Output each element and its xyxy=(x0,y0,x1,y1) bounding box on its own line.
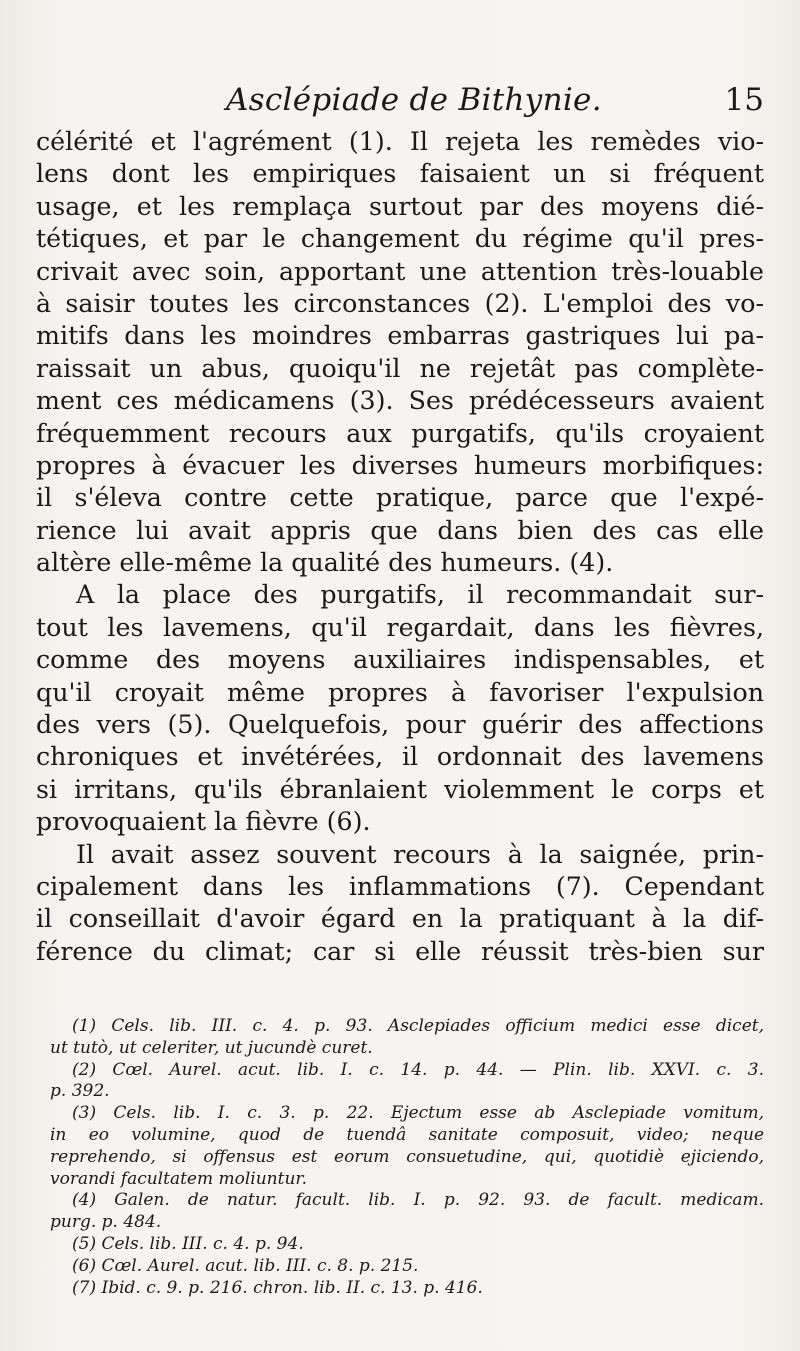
text-line: usage, et les remplaça surtout par des moyens dié- xyxy=(36,191,764,221)
text-line: comme des moyens auxiliaires indispensables, et xyxy=(36,645,764,675)
footnote-line: purg. p. 484. xyxy=(50,1212,162,1233)
footnote-line: (1) Cels. lib. III. c. 4. p. 93. Asclepiades officium medici esse dicet, xyxy=(72,1016,764,1036)
page-header xyxy=(36,82,764,122)
footnotes xyxy=(50,1016,764,1299)
footnote-line: (3) Cels. lib. I. c. 3. p. 22. Ejectum esse ab Asclepiade vomitum, xyxy=(72,1103,764,1124)
footnote-line: (7) Ibid. c. 9. p. 216. chron. lib. II. c. 13. p. 416. xyxy=(72,1277,483,1298)
footnote-line: in eo volumine, quod de tuendâ sanitate composuit, video; neque xyxy=(50,1124,764,1145)
text-line: lens dont les empiriques faisaient un si fréquent xyxy=(36,159,764,189)
footnote-line: (5) Cels. lib. III. c. 4. p. 94. xyxy=(72,1233,304,1254)
text-line: Il avait assez souvent recours à la saignée, prin- xyxy=(76,839,764,869)
text-line: mitifs dans les moindres embarras gastriques lui pa- xyxy=(36,321,764,351)
text-line: des vers (5). Quelquefois, pour guérir des affections xyxy=(36,710,764,740)
text-line: tout les lavemens, qu'il regardait, dans les fièvres, xyxy=(36,612,764,642)
text-line: si irritans, qu'ils ébranlaient violemment le corps et xyxy=(36,774,764,804)
text-line: fréquemment recours aux purgatifs, qu'ils croyaient xyxy=(36,418,764,448)
footnote-line: reprehendo, si offensus est eorum consuetudine, qui, quotidiè ejiciendo, xyxy=(50,1146,764,1167)
footnote-line: vorandi facultatem moliuntur. xyxy=(50,1168,308,1189)
text-line: crivait avec soin, apportant une attention très-louable xyxy=(36,256,764,286)
text-line: rience lui avait appris que dans bien des cas elle xyxy=(36,515,764,545)
text-line: cipalement dans les inflammations (7). Cependant xyxy=(36,871,764,901)
text-line: tétiques, et par le changement du régime qu'il pres- xyxy=(36,224,764,254)
footnote-line: (2) Cœl. Aurel. acut. lib. I. c. 14. p. 44. — Plin. lib. XXVI. c. 3. xyxy=(72,1059,764,1080)
text-line: raissait un abus, quoiqu'il ne rejetât pas complète- xyxy=(36,353,764,383)
footnote-line: (4) Galen. de natur. facult. lib. I. p. 92. 93. de facult. medicam. xyxy=(72,1190,764,1211)
text-line: ment ces médicamens (3). Ses prédécesseurs avaient xyxy=(36,386,764,416)
text-line: célérité et l'agrément (1). Il rejeta les remèdes vio- xyxy=(36,127,764,156)
running-title: Asclépiade de Bithynie. xyxy=(226,82,602,118)
text-line: il s'éleva contre cette pratique, parce que l'expé- xyxy=(36,483,764,513)
text-line: provoquaient la fièvre (6). xyxy=(36,807,371,837)
footnote-line: (6) Cœl. Aurel. acut. lib. III. c. 8. p. 215. xyxy=(72,1255,419,1276)
footnote-line: p. 392. xyxy=(50,1081,110,1102)
text-line: à saisir toutes les circonstances (2). L'emploi des vo- xyxy=(36,288,764,318)
footnote-line: ut tutò, ut celeriter, ut jucundè curet. xyxy=(50,1037,373,1058)
text-line: altère elle-même la qualité des humeurs. (4). xyxy=(36,548,614,578)
text-line: propres à évacuer les diverses humeurs morbifiques: xyxy=(36,450,764,480)
text-line: il conseillait d'avoir égard en la pratiquant à la dif- xyxy=(36,904,764,934)
text-line: A la place des purgatifs, il recommandait sur- xyxy=(76,580,764,610)
page-number: 15 xyxy=(724,82,764,118)
text-line: chroniques et invétérées, il ordonnait des lavemens xyxy=(36,742,764,772)
text-line: férence du climat; car si elle réussit très-bien sur xyxy=(36,936,764,966)
body-text xyxy=(36,126,764,968)
text-line: qu'il croyait même propres à favoriser l'expulsion xyxy=(36,677,764,707)
